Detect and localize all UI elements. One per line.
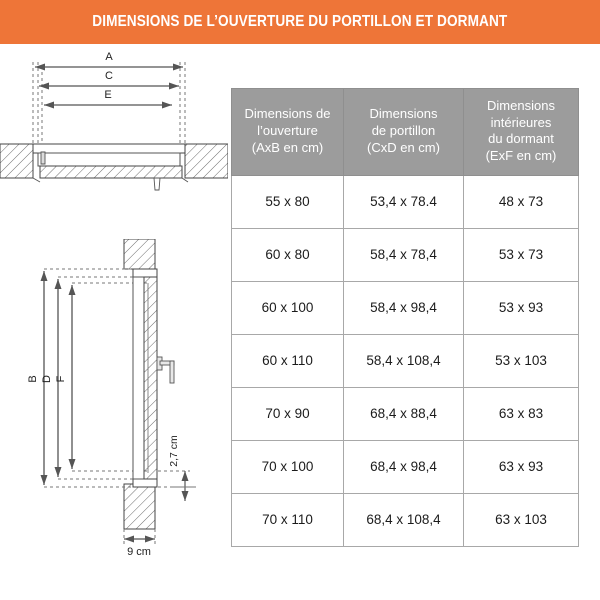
column-header-line: Dimensions	[369, 106, 438, 122]
dimension-arrow-width	[124, 536, 155, 543]
hinge-detail	[41, 152, 45, 164]
door-leaf-section	[40, 166, 182, 178]
page-title: DIMENSIONS DE L’OUVERTURE DU PORTILLON ET DORMANT	[92, 13, 508, 30]
column-header-line: (ExF en cm)	[485, 147, 557, 163]
cell-dormant: 63 x 93	[464, 440, 579, 493]
column-header-line: Dimensions	[487, 98, 555, 113]
table-row	[232, 387, 579, 440]
cell-ouverture: 60 x 80	[232, 228, 344, 281]
cell-portillon: 58,4 x 98,4	[344, 281, 464, 334]
extension-lines-bottom	[124, 529, 155, 545]
door-handle-icon	[157, 357, 174, 383]
dimension-arrow-e	[44, 102, 172, 109]
cell-portillon: 68,4 x 88,4	[344, 387, 464, 440]
wall-block-right	[185, 144, 228, 178]
column-header-line: (CxD en cm)	[367, 139, 440, 155]
wall-block-top	[124, 239, 155, 269]
table-row	[232, 281, 579, 334]
table-row	[232, 493, 579, 546]
cell-portillon: 53,4 x 78.4	[344, 175, 464, 228]
column-header-line: Dimensions de	[244, 106, 331, 122]
table-header-row	[232, 89, 579, 176]
cell-ouverture: 70 x 90	[232, 387, 344, 440]
table-header	[232, 89, 579, 176]
cell-dormant: 53 x 93	[464, 281, 579, 334]
page-header-banner	[0, 0, 600, 44]
latch-detail	[154, 178, 160, 190]
dimension-label-c: C	[105, 70, 113, 82]
cell-portillon: 68,4 x 98,4	[344, 440, 464, 493]
frame-jamb-inner	[133, 277, 144, 479]
dimension-label-e: E	[104, 89, 112, 101]
cell-portillon: 58,4 x 78,4	[344, 228, 464, 281]
cell-ouverture: 55 x 80	[232, 175, 344, 228]
cell-dormant: 63 x 103	[464, 493, 579, 546]
table-row	[232, 440, 579, 493]
dimension-arrow-f	[69, 285, 76, 469]
column-header-line: du dormant	[488, 131, 554, 147]
dimensions-table-wrapper	[231, 88, 578, 547]
dimension-label-d: D	[41, 375, 53, 383]
column-header-portillon	[344, 89, 464, 176]
frame-inner-panel	[38, 153, 180, 166]
table-row	[232, 334, 579, 387]
cell-ouverture: 60 x 110	[232, 334, 344, 387]
frame-head	[133, 269, 157, 277]
cell-dormant: 63 x 83	[464, 387, 579, 440]
dimension-label-a: A	[105, 51, 113, 63]
dimension-label-width: 9 cm	[127, 546, 151, 558]
column-header-line: (AxB en cm)	[251, 139, 324, 155]
cell-portillon: 58,4 x 108,4	[344, 334, 464, 387]
column-header-ouverture	[232, 89, 344, 176]
door-leaf-vertical	[144, 277, 157, 479]
technical-diagrams-panel	[0, 44, 228, 600]
frame-top-rail	[33, 144, 185, 153]
column-header-line: intérieures	[490, 114, 552, 130]
cell-ouverture: 60 x 100	[232, 281, 344, 334]
table-body	[232, 175, 579, 546]
cell-dormant: 53 x 103	[464, 334, 579, 387]
column-header-line: l’ouverture	[257, 122, 318, 138]
horizontal-section-diagram	[0, 44, 228, 244]
dimension-label-f: F	[55, 375, 67, 383]
column-header-dormant	[464, 89, 579, 176]
cell-dormant: 48 x 73	[464, 175, 579, 228]
dimensions-table	[231, 88, 579, 547]
frame-sill	[133, 479, 157, 487]
wall-block-left	[0, 144, 33, 178]
cell-portillon: 68,4 x 108,4	[344, 493, 464, 546]
cell-ouverture: 70 x 100	[232, 440, 344, 493]
cell-dormant: 53 x 73	[464, 228, 579, 281]
table-row	[232, 175, 579, 228]
dimension-label-depth: 2,7 cm	[168, 435, 180, 467]
cell-ouverture: 70 x 110	[232, 493, 344, 546]
dimension-label-b: B	[27, 375, 39, 383]
table-row	[232, 228, 579, 281]
vertical-section-diagram	[0, 239, 228, 579]
wall-block-bottom	[124, 484, 155, 529]
dimension-arrow-depth	[173, 471, 196, 501]
column-header-line: de portillon	[371, 122, 436, 138]
